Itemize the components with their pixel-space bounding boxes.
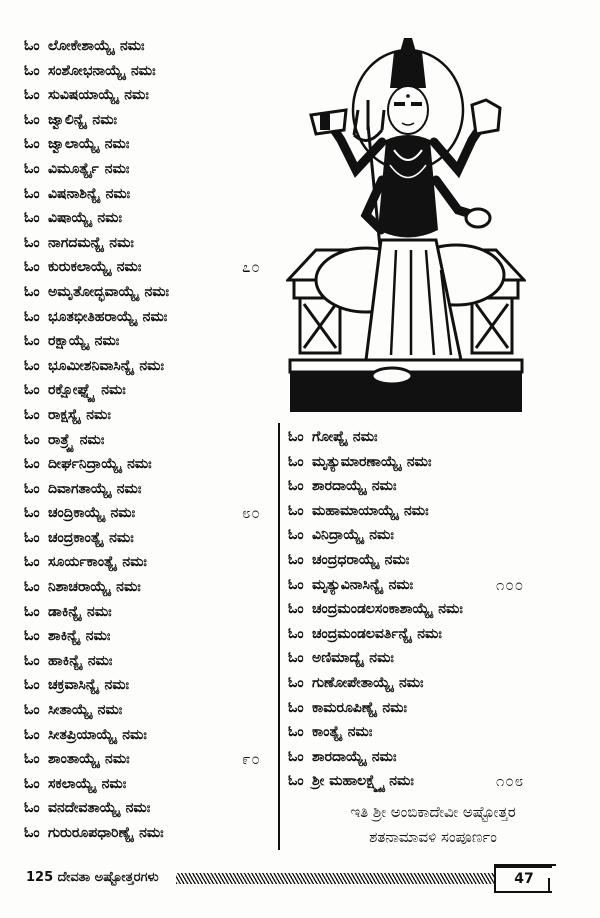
- list-item: [24, 108, 274, 133]
- om-prefix: ಓಂ: [24, 283, 40, 300]
- om-prefix: ಓಂ: [24, 87, 40, 104]
- namah-suffix: ನಮಃ: [104, 160, 130, 177]
- om-prefix: ಓಂ: [288, 650, 304, 667]
- om-prefix: ಓಂ: [24, 628, 40, 645]
- namah-suffix: ನಮಃ: [371, 748, 397, 765]
- namah-suffix: ನಮಃ: [109, 529, 134, 546]
- namah-suffix: ನಮಃ: [116, 480, 142, 497]
- om-prefix: ಓಂ: [288, 773, 304, 790]
- namah-suffix: ನಮಃ: [105, 751, 130, 768]
- namah-suffix: ನಮಃ: [105, 185, 131, 202]
- deity-name: ಗುರುರೂಪಧಾರಿಣ್ಯೈ: [48, 825, 134, 841]
- deity-name: ವಿನಿದ್ರಾಯ್ಯೈ: [312, 527, 364, 544]
- namah-suffix: ನಮಃ: [97, 702, 123, 719]
- list-item: [24, 624, 274, 649]
- list-item: [288, 696, 578, 721]
- list-item: [24, 649, 274, 674]
- list-item: [288, 597, 578, 622]
- deity-name: ರಕ್ಷಾಯ್ಯೈ: [48, 333, 89, 350]
- om-prefix: ಓಂ: [24, 357, 40, 374]
- om-prefix: ಓಂ: [24, 825, 40, 841]
- deity-name: ಚಂದ್ರಿಕಾಯ್ಯೈ: [48, 505, 105, 522]
- om-prefix: ಓಂ: [24, 210, 40, 227]
- namah-suffix: ನಮಃ: [398, 674, 424, 691]
- namah-suffix: ನಮಃ: [101, 382, 126, 399]
- deity-name: ವಿಷಾಯ್ಯೈ: [48, 210, 92, 227]
- verse-count: ೧೦೮: [496, 772, 525, 791]
- deity-name: ಅಣಿಮಾದ್ಯೈ: [312, 650, 364, 667]
- list-item: [24, 452, 274, 477]
- deity-name: ಲೋಕೇಶಾಯ್ಯೈ: [48, 38, 114, 54]
- right-name-list: [288, 425, 578, 794]
- om-prefix: ಓಂ: [288, 551, 304, 568]
- deity-name: ನಿಶಾಚರಾಯ್ಯೈ: [48, 579, 111, 596]
- namah-suffix: ನಮಃ: [87, 603, 112, 620]
- om-prefix: ಓಂ: [24, 480, 40, 497]
- deity-name: ನಾಗದಮನ್ಯೈ: [48, 234, 104, 251]
- list-item: [24, 575, 274, 600]
- om-prefix: ಓಂ: [24, 234, 40, 251]
- deity-name: ಭೂತಭೀತಿಹರಾಯ್ಯೈ: [48, 308, 137, 325]
- list-item: [24, 206, 274, 231]
- list-item: [288, 499, 578, 524]
- deity-name: ಗುಣೋಪೇತಾಯ್ಯೈ: [312, 674, 393, 691]
- namah-suffix: ನಮಃ: [104, 677, 130, 694]
- namah-suffix: ನಮಃ: [87, 652, 113, 669]
- list-item: [24, 132, 274, 157]
- namah-suffix: ನಮಃ: [127, 456, 152, 473]
- om-prefix: ಓಂ: [288, 429, 304, 445]
- list-item: [288, 720, 578, 745]
- namah-suffix: ನಮಃ: [406, 453, 432, 470]
- deity-name: ಭೂಮೀಶನಿವಾಸಿನ್ಯೈ: [48, 357, 134, 374]
- deity-name: ಸುವಿಷಯಾಯ್ಯೈ: [48, 87, 119, 104]
- list-item: [24, 83, 274, 108]
- page-box-corner: [548, 878, 550, 893]
- page-number: 47: [494, 866, 552, 893]
- verse-count: ೯೦: [242, 750, 261, 769]
- list-item: [288, 573, 578, 598]
- list-item: [24, 747, 274, 772]
- om-prefix: ಓಂ: [24, 431, 40, 448]
- deity-name: ಮೃತ್ಯುವಿನಾಸಿನ್ಯೈ: [312, 576, 383, 593]
- list-item: [24, 329, 274, 354]
- deity-name: ವನದೇವತಾಯ್ಯೈ: [48, 800, 120, 817]
- list-item: [288, 474, 578, 499]
- list-item: [24, 526, 274, 551]
- list-item: [288, 450, 578, 475]
- deity-name: ವಿಮೂರ್ತ್ಯೈ: [48, 160, 99, 177]
- deity-name: ಮೃತ್ಯುಮಾರಣಾಯ್ಯೈ: [312, 453, 401, 470]
- om-prefix: ಓಂ: [24, 800, 40, 817]
- deity-name: ಅಮೃತೋದ್ಭವಾಯ್ಯೈ: [48, 283, 139, 300]
- namah-suffix: ನಮಃ: [110, 505, 136, 522]
- namah-suffix: ನಮಃ: [125, 800, 151, 817]
- deity-icon: [286, 30, 526, 412]
- list-item: [24, 698, 274, 723]
- list-item: [24, 428, 274, 453]
- list-item: [24, 772, 274, 797]
- list-item: [24, 231, 274, 256]
- deity-name: ಸೀತಾಯ್ಯೈ: [48, 702, 92, 719]
- om-prefix: ಓಂ: [24, 652, 40, 669]
- list-item: [24, 305, 274, 330]
- list-item: [24, 600, 274, 625]
- om-prefix: ಓಂ: [24, 751, 40, 768]
- deity-name: ಕಾಂತ್ಯೈ: [312, 724, 342, 741]
- om-prefix: ಓಂ: [24, 333, 40, 350]
- namah-suffix: ನಮಃ: [124, 87, 149, 104]
- list-item: [24, 182, 274, 207]
- om-prefix: ಓಂ: [24, 111, 40, 128]
- om-prefix: ಓಂ: [288, 502, 304, 519]
- column-divider: [278, 423, 280, 850]
- om-prefix: ಓಂ: [24, 554, 40, 571]
- om-prefix: ಓಂ: [24, 775, 40, 792]
- list-item: [24, 821, 274, 846]
- om-prefix: ಓಂ: [24, 529, 40, 546]
- om-prefix: ಓಂ: [288, 699, 304, 716]
- namah-suffix: ನಮಃ: [347, 724, 373, 741]
- om-prefix: ಓಂ: [24, 185, 40, 202]
- deity-name: ದೀರ್ಘನಿದ್ರಾಯ್ಯೈ: [48, 456, 122, 473]
- namah-suffix: ನಮಃ: [369, 527, 394, 544]
- namah-suffix: ನಮಃ: [369, 650, 394, 667]
- list-item: [24, 403, 274, 428]
- om-prefix: ಓಂ: [24, 456, 40, 473]
- namah-suffix: ನಮಃ: [389, 773, 414, 790]
- namah-suffix: ನಮಃ: [139, 825, 164, 841]
- namah-suffix: ನಮಃ: [122, 554, 147, 571]
- deity-name: ಸಂಶೋಭನಾಯ್ಯೈ: [48, 62, 125, 79]
- namah-suffix: ನಮಃ: [382, 699, 407, 716]
- om-prefix: ಓಂ: [24, 308, 40, 325]
- deity-name: ಗೋಪ್ಯೈ: [312, 429, 347, 445]
- hatch-rule: [176, 873, 501, 884]
- om-prefix: ಓಂ: [24, 62, 40, 79]
- namah-suffix: ನಮಃ: [417, 625, 442, 642]
- om-prefix: ಓಂ: [288, 576, 304, 593]
- om-prefix: ಓಂ: [288, 527, 304, 544]
- list-item: [288, 671, 578, 696]
- namah-suffix: ನಮಃ: [116, 259, 142, 276]
- list-item: [24, 378, 274, 403]
- namah-suffix: ನಮಃ: [116, 579, 141, 596]
- namah-suffix: ನಮಃ: [79, 431, 105, 448]
- deity-name: ಚಂದ್ರಮಂಡಲಸಂಕಾಶಾಯ್ಯೈ: [312, 601, 433, 618]
- list-item: [24, 796, 274, 821]
- closing-colophon: [288, 800, 578, 850]
- om-prefix: ಓಂ: [24, 382, 40, 399]
- om-prefix: ಓಂ: [288, 748, 304, 765]
- list-item: [24, 255, 274, 280]
- namah-suffix: ನಮಃ: [92, 111, 117, 128]
- om-prefix: ಓಂ: [24, 160, 40, 177]
- list-item: [24, 34, 274, 59]
- deity-name: ಶ್ರೀ ಮಹಾಲಕ್ಷ್ಮ್ಯೈ: [312, 773, 384, 790]
- namah-suffix: ನಮಃ: [139, 357, 164, 374]
- om-prefix: ಓಂ: [288, 674, 304, 691]
- list-item: [24, 723, 274, 748]
- deity-name: ಶಾರದಾಯ್ಯೈ: [312, 478, 366, 495]
- namah-suffix: ನಮಃ: [144, 283, 170, 300]
- om-prefix: ಓಂ: [24, 406, 40, 423]
- deity-name: ಸೀತಪ್ರಿಯಾಯ್ಯೈ: [48, 726, 117, 743]
- verse-count: ೮೦: [242, 504, 261, 523]
- namah-suffix: ನಮಃ: [371, 478, 397, 495]
- list-item: [24, 354, 274, 379]
- om-prefix: ಓಂ: [24, 579, 40, 596]
- namah-suffix: ನಮಃ: [94, 333, 120, 350]
- deity-name: ಶಾಂತಾಯ್ಯೈ: [48, 751, 100, 768]
- deity-name: ಚಂದ್ರಮಂಡಲವರ್ತಿನ್ಯೈ: [312, 625, 412, 642]
- namah-suffix: ನಮಃ: [104, 136, 130, 153]
- deity-name: ಮಹಾಮಾಯಾಯ್ಯೈ: [312, 502, 398, 519]
- namah-suffix: ನಮಃ: [86, 406, 111, 423]
- namah-suffix: ನಮಃ: [109, 234, 134, 251]
- om-prefix: ಓಂ: [288, 601, 304, 618]
- namah-suffix: ನಮಃ: [101, 775, 127, 792]
- om-prefix: ಓಂ: [288, 453, 304, 470]
- list-item: [24, 59, 274, 84]
- list-item: [24, 673, 274, 698]
- list-item: [288, 425, 578, 450]
- deity-name: ಶಾಕಿನ್ಯೈ: [48, 628, 80, 645]
- namah-suffix: ನಮಃ: [384, 551, 410, 568]
- namah-suffix: ನಮಃ: [142, 308, 168, 325]
- list-item: [24, 280, 274, 305]
- deity-name: ಚಂದ್ರಕಾಂತ್ಯೈ: [48, 529, 104, 546]
- deity-name: ರಕ್ಷೋಘ್ನ್ಯೈ: [48, 382, 96, 399]
- namah-suffix: ನಮಃ: [122, 726, 147, 743]
- namah-suffix: ನಮಃ: [404, 502, 429, 519]
- deity-name: ವಿಷನಾಶಿನ್ಯೈ: [48, 185, 100, 202]
- namah-suffix: ನಮಃ: [388, 576, 414, 593]
- list-item: [288, 745, 578, 770]
- list-item: [24, 501, 274, 526]
- namah-suffix: ನಮಃ: [85, 628, 111, 645]
- list-item: [288, 548, 578, 573]
- om-prefix: ಓಂ: [24, 726, 40, 743]
- om-prefix: ಓಂ: [288, 478, 304, 495]
- list-item: [288, 622, 578, 647]
- om-prefix: ಓಂ: [24, 505, 40, 522]
- page-footer: [26, 866, 546, 894]
- deity-name: ಕಾಮರೂಪಿಣ್ಯೈ: [312, 699, 377, 716]
- om-prefix: ಓಂ: [24, 702, 40, 719]
- namah-suffix: ನಮಃ: [97, 210, 122, 227]
- om-prefix: ಓಂ: [24, 38, 40, 54]
- list-item: [24, 477, 274, 502]
- namah-suffix: ನಮಃ: [130, 62, 156, 79]
- deity-name: ಸೂರ್ಯಕಾಂತ್ಯೈ: [48, 554, 117, 571]
- verse-count: ೭೦: [242, 258, 261, 277]
- deity-name: ಕುರುಕಲಾಯ್ಯೈ: [48, 259, 111, 276]
- deity-name: ಶಾರದಾಯ್ಯೈ: [312, 748, 366, 765]
- deity-name: ಸಕಲಾಯ್ಯೈ: [48, 775, 96, 792]
- book-title: 125 ದೇವತಾ ಅಷ್ಟೋತ್ತರಗಳು: [26, 870, 159, 885]
- om-prefix: ಓಂ: [24, 136, 40, 153]
- verse-count: ೧೦೦: [496, 575, 525, 594]
- om-prefix: ಓಂ: [24, 677, 40, 694]
- closing-line-1: ಇತಿ ಶ್ರೀ ಅಂಬಿಕಾದೇವೀ ಅಷ್ಟೋತ್ತರ: [350, 803, 516, 821]
- list-item: [288, 646, 578, 671]
- om-prefix: ಓಂ: [288, 625, 304, 642]
- deity-illustration: [286, 30, 526, 412]
- namah-suffix: ನಮಃ: [438, 601, 463, 618]
- om-prefix: ಓಂ: [24, 603, 40, 620]
- closing-line-2: ಶತನಾಮಾವಳಿ ಸಂಪೂರ್ಣಂ: [369, 828, 497, 846]
- deity-name: ಹಾಕಿನ್ಯೈ: [48, 652, 82, 669]
- list-item: [24, 550, 274, 575]
- list-item: [288, 769, 578, 794]
- om-prefix: ಓಂ: [288, 724, 304, 741]
- deity-name: ಡಾಕಿನ್ಯೈ: [48, 603, 82, 620]
- om-prefix: ಓಂ: [24, 259, 40, 276]
- deity-name: ಚಕ್ರವಾಸಿನ್ಯೈ: [48, 677, 99, 694]
- deity-name: ರಾತ್ರ್ಯೈ: [48, 431, 74, 448]
- list-item: [288, 523, 578, 548]
- deity-name: ಚಂದ್ರಧರಾಯ್ಯೈ: [312, 551, 379, 568]
- namah-suffix: ನಮಃ: [352, 429, 378, 445]
- left-name-list: [24, 34, 274, 846]
- deity-name: ಜ್ವಾಲಾಯ್ಯೈ: [48, 136, 99, 153]
- deity-name: ರಾಕ್ಷಸ್ಯೈ: [48, 406, 81, 423]
- deity-name: ಜ್ವಾಲಿನ್ಯೈ: [48, 111, 87, 128]
- list-item: [24, 157, 274, 182]
- namah-suffix: ನಮಃ: [119, 38, 145, 54]
- deity-name: ದಿವಾಗತಾಯ್ಯೈ: [48, 480, 111, 497]
